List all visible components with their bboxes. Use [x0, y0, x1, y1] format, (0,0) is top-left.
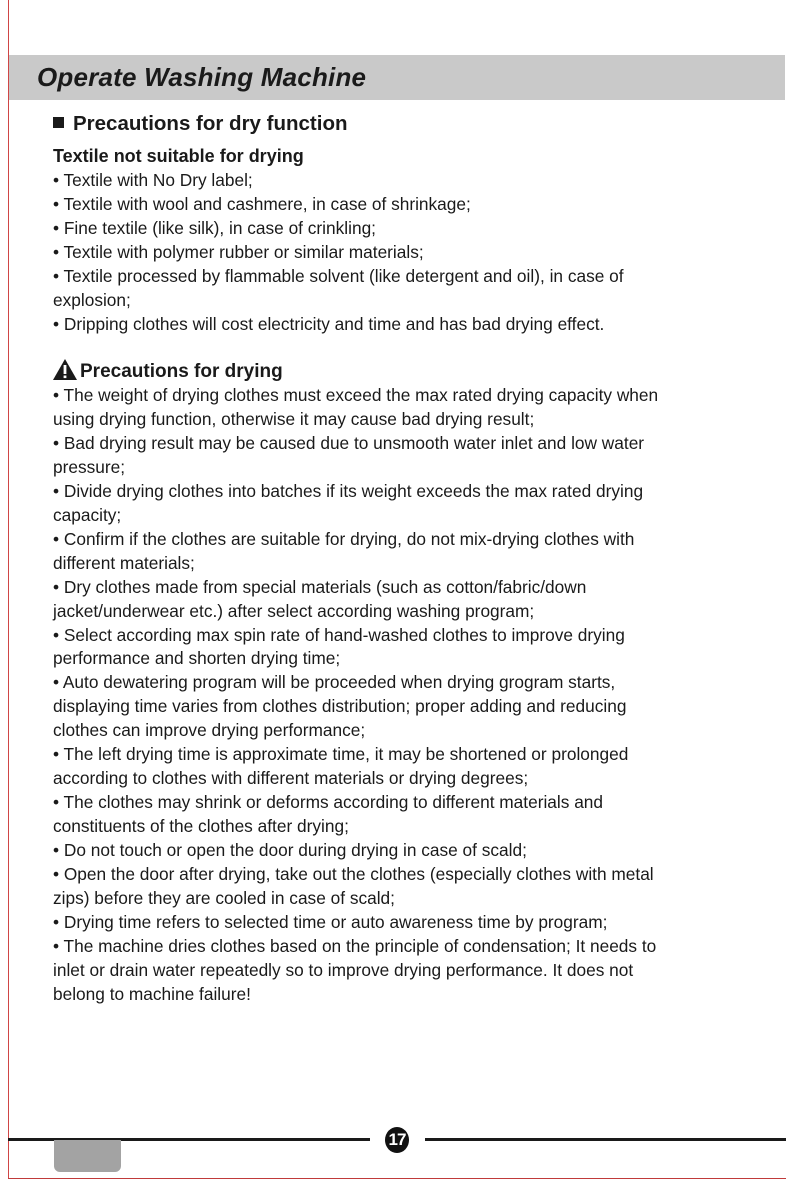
precautions-heading-text: Precautions for drying: [80, 361, 283, 382]
page-number: 17: [385, 1127, 409, 1153]
text-line: • Textile with No Dry label;: [53, 170, 253, 190]
bottom-margin-line: [8, 1178, 786, 1179]
text-line: • Select according max spin rate of hand-washed clothes to improve drying: [53, 624, 625, 645]
text-line: inlet or drain water repeatedly so to improve drying performance. It does not: [53, 959, 634, 980]
text-line: • Divide drying clothes into batches if its weight exceeds the max rated drying: [53, 480, 644, 501]
text-line: different materials;: [53, 552, 195, 573]
text-line: explosion;: [53, 289, 131, 310]
text-line: • Textile processed by flammable solvent (like detergent and oil), in case of: [53, 265, 624, 286]
text-line: performance and shorten drying time;: [53, 648, 341, 669]
text-line: according to clothes with different materials or drying degrees;: [53, 768, 529, 789]
footer-tab: [54, 1140, 121, 1172]
text-line: • Confirm if the clothes are suitable for drying, do not mix-drying clothes with: [53, 528, 635, 549]
section-heading-text: Precautions for dry function: [73, 112, 348, 135]
square-bullet-icon: [53, 117, 64, 128]
text-line: constituents of the clothes after drying;: [53, 816, 349, 837]
text-line: • The machine dries clothes based on the principle of condensation; It needs to: [53, 935, 657, 956]
text-line: • Fine textile (like silk), in case of crinkling;: [53, 217, 376, 238]
text-line: • Textile with wool and cashmere, in case of shrinkage;: [53, 193, 471, 214]
section-heading: [53, 112, 348, 136]
text-line: • Open the door after drying, take out the clothes (especially clothes with metal: [53, 864, 654, 885]
text-line: • Drying time refers to selected time or auto awareness time by program;: [53, 911, 608, 932]
text-line: displaying time varies from clothes distribution; proper adding and reducing: [53, 696, 627, 717]
text-line: capacity;: [53, 504, 122, 525]
unsuitable-heading: Textile not suitable for drying: [53, 146, 304, 166]
text-line: • Auto dewatering program will be proceeded when drying grogram starts,: [53, 672, 616, 693]
text-line: clothes can improve drying performance;: [53, 720, 366, 741]
unsuitable-list: [53, 169, 624, 337]
precautions-list: [53, 384, 658, 1007]
text-line: • The clothes may shrink or deforms according to different materials and: [53, 792, 604, 813]
footer-rule-right: [425, 1138, 786, 1141]
precautions-heading: [53, 359, 283, 383]
text-line: pressure;: [53, 456, 126, 477]
text-line: • Textile with polymer rubber or similar materials;: [53, 241, 424, 262]
margin-line: [8, 0, 9, 1179]
text-line: using drying function, otherwise it may cause bad drying result;: [53, 408, 535, 429]
text-line: • Dripping clothes will cost electricity and time and has bad drying effect.: [53, 313, 605, 334]
text-line: • The left drying time is approximate time, it may be shortened or prolonged: [53, 744, 629, 765]
text-line: • Dry clothes made from special materials (such as cotton/fabric/down: [53, 576, 587, 597]
text-line: • Do not touch or open the door during drying in case of scald;: [53, 840, 527, 861]
page-title: Operate Washing Machine: [37, 62, 367, 92]
text-line: jacket/underwear etc.) after select according washing program;: [53, 600, 535, 621]
warning-icon: [53, 359, 77, 380]
page-header: [9, 55, 785, 100]
text-line: zips) before they are cooled in case of scald;: [53, 888, 395, 909]
text-line: belong to machine failure!: [53, 983, 251, 1004]
text-line: • Bad drying result may be caused due to unsmooth water inlet and low water: [53, 432, 645, 453]
text-line: • The weight of drying clothes must exceed the max rated drying capacity when: [53, 385, 659, 405]
